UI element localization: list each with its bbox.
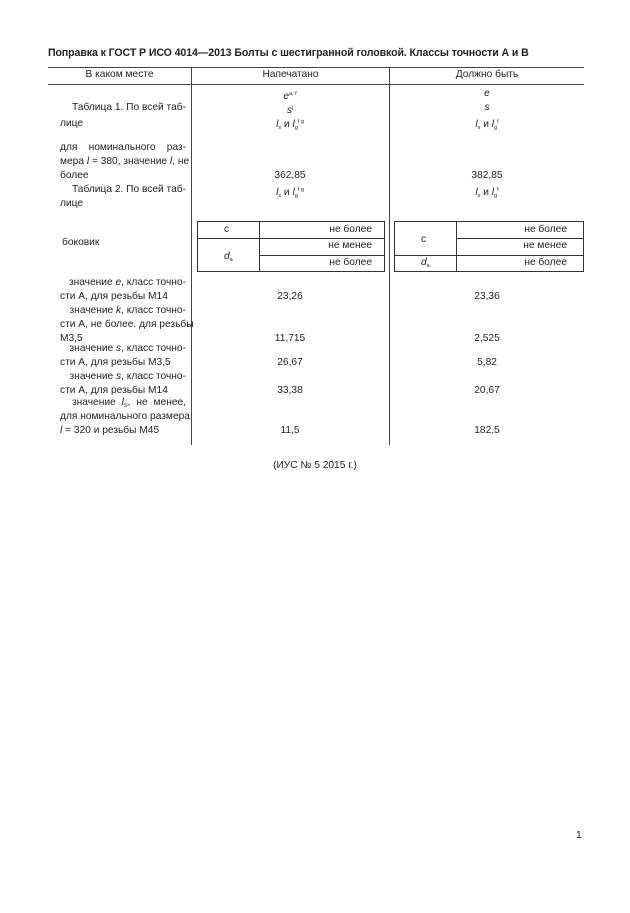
row5-printed: 23,26 (277, 291, 303, 302)
row9-location-line3: l = 320 и резьбы М45 (60, 425, 160, 436)
row4-printed-hline-2 (259, 255, 384, 256)
row7-printed: 26,67 (277, 357, 303, 368)
row6-printed: 11,715 (274, 333, 306, 344)
row7-location-line1: значение s, класс точно- (69, 343, 186, 354)
row2-correct: 382,85 (471, 170, 503, 181)
row1-correct-e: e (484, 88, 490, 99)
row1-location-line1: Таблица 1. По всей таб- (72, 102, 186, 113)
row4-printed-vline (259, 222, 260, 271)
header-where: В каком месте (85, 69, 154, 80)
header-printed: Напечатано (262, 69, 319, 80)
row6-location-line1: значение k, класс точно- (69, 305, 186, 316)
row8-printed: 33,38 (277, 385, 303, 396)
row6-location-line3: М3,5 (60, 333, 83, 344)
row2-location-line2: мера l = 380, значение l, не (60, 156, 190, 167)
row3-location-line2: лице (60, 198, 84, 209)
row4-correct-box (394, 221, 584, 272)
row4-correct-da: $d_a$ (421, 257, 430, 269)
row4-correct-r2: не менее (523, 240, 567, 251)
row4-printed-r2: не менее (328, 240, 372, 251)
row4-printed-da: $d_a$ (224, 251, 233, 263)
row7-location-line2: сти А, для резьбы М3,5 (60, 357, 171, 368)
row1-correct-s: s (484, 102, 490, 113)
row4-printed-box (197, 221, 385, 272)
row3-printed-l: $l_s$ и $l_g^{f g}$ (276, 187, 304, 199)
row2-location-line3: более (60, 170, 89, 181)
document-title: Поправка к ГОСТ Р ИСО 4014—2013 Болты с шестигранной головкой. Классы точности А и В (48, 47, 529, 59)
row3-location-line1: Таблица 2. По всей таб- (72, 184, 186, 195)
row2-printed: 362,85 (274, 170, 306, 181)
row9-correct: 182,5 (474, 425, 500, 436)
row4-correct-r3: не более (524, 257, 567, 268)
row4-correct-vline (456, 222, 457, 271)
row6-correct: 2,525 (474, 333, 500, 344)
row9-location-line2: для номинального размера (60, 411, 190, 422)
header-should-be: Должно быть (455, 69, 519, 80)
row4-correct-r1: не более (524, 224, 567, 235)
row4-printed-hline-1 (198, 238, 384, 239)
row1-location-line2: лице (60, 118, 84, 129)
row4-printed-r3: не более (329, 257, 372, 268)
row8-location-line2: сти А, для резьбы М14 (60, 385, 168, 396)
page-number: 1 (576, 830, 582, 841)
row4-printed-c: c (224, 224, 230, 235)
row1-printed-e: $e^{a, f}$ (283, 91, 297, 102)
row2-location-line1: для номинального раз- (60, 142, 186, 153)
row1-printed-l: $l_s$ и $l_g^{f g}$ (276, 119, 304, 131)
issue-reference: (ИУС № 5 2015 г.) (273, 460, 357, 471)
row9-printed: 11,5 (280, 425, 300, 436)
row8-location-line1: значение s, класс точно- (69, 371, 186, 382)
row4-correct-hline-1 (456, 238, 583, 239)
row5-correct: 23,36 (474, 291, 500, 302)
row4-correct-hline-2 (395, 255, 583, 256)
row1-correct-l: $l_s$ и $l_g^f$ (475, 119, 499, 131)
row4-printed-r1: не более (329, 224, 372, 235)
row5-location-line2: сти А, для резьбы М14 (60, 291, 168, 302)
row9-location-line1: значение $l_S$, не менее, (72, 397, 186, 409)
row1-printed-s: $s^j$ (286, 105, 294, 116)
row5-location-line1: значение e, класс точно- (68, 277, 186, 288)
row7-correct: 5,82 (477, 357, 497, 368)
row3-correct-l: $l_s$ и $l_g^f$ (475, 187, 499, 199)
row6-location-line2: сти А, не более. для резьбы (60, 319, 194, 330)
row4-correct-c: c (421, 234, 427, 245)
header-bottom-rule (48, 84, 584, 85)
row4-location: боковик (62, 237, 100, 248)
row8-correct: 20,67 (474, 385, 500, 396)
